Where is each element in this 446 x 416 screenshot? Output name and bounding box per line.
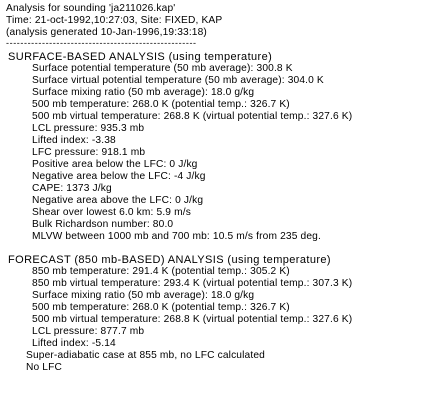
forecast-section-title: FORECAST (850 mb-BASED) ANALYSIS (using temperature) xyxy=(8,254,331,266)
surface-item-lifted-index: Lifted index: -3.38 xyxy=(32,135,116,146)
surface-item-bulk-richardson: Bulk Richardson number: 80.0 xyxy=(32,219,174,230)
surface-item-positive-area-below-lfc: Positive area below the LFC: 0 J/kg xyxy=(32,159,198,170)
report-generated: (analysis generated 10-Jan-1996,19:33:18) xyxy=(6,27,207,38)
forecast-item-850mb-virtual-temp: 850 mb virtual temperature: 293.4 K (virtual potential temp.: 307.3 K) xyxy=(32,278,353,289)
surface-item-cape: CAPE: 1373 J/kg xyxy=(32,183,112,194)
section-spacer xyxy=(6,243,442,254)
surface-item-lfc-pressure: LFC pressure: 918.1 mb xyxy=(32,147,146,158)
sounding-analysis-report xyxy=(6,3,442,374)
forecast-note-super-adiabatic: Super-adiabatic case at 855 mb, no LFC calculated xyxy=(26,350,265,361)
header-separator: ----------------------------------------------------- xyxy=(6,39,197,47)
forecast-item-500mb-temp: 500 mb temperature: 268.0 K (potential temp.: 326.7 K) xyxy=(32,302,290,313)
surface-item-virtual-potential-temp: Surface virtual potential temperature (50 mb average): 304.0 K xyxy=(32,75,324,86)
surface-section-title: SURFACE-BASED ANALYSIS (using temperature) xyxy=(8,51,273,63)
surface-item-mixing-ratio: Surface mixing ratio (50 mb average): 18.0 g/kg xyxy=(32,87,255,98)
surface-item-potential-temp: Surface potential temperature (50 mb average): 300.8 K xyxy=(32,63,293,74)
report-title: Analysis for sounding 'ja211026.kap' xyxy=(6,3,176,14)
forecast-note-no-lfc: No LFC xyxy=(26,362,62,373)
forecast-item-lifted-index: Lifted index: -5.14 xyxy=(32,338,116,349)
forecast-item-850mb-temp: 850 mb temperature: 291.4 K (potential temp.: 305.2 K) xyxy=(32,266,290,277)
surface-item-500mb-virtual-temp: 500 mb virtual temperature: 268.8 K (virtual potential temp.: 327.6 K) xyxy=(32,111,353,122)
forecast-item-500mb-virtual-temp: 500 mb virtual temperature: 268.8 K (virtual potential temp.: 327.6 K) xyxy=(32,314,353,325)
surface-section-items xyxy=(6,63,442,243)
forecast-section-items xyxy=(6,266,442,374)
surface-item-negative-area-above-lfc: Negative area above the LFC: 0 J/kg xyxy=(32,195,204,206)
forecast-item-mixing-ratio: Surface mixing ratio (50 mb average): 18.0 g/kg xyxy=(32,290,255,301)
surface-item-negative-area-below-lfc: Negative area below the LFC: -4 J/kg xyxy=(32,171,206,182)
report-time-site: Time: 21-oct-1992,10:27:03, Site: FIXED, KAP xyxy=(6,15,223,26)
surface-item-shear: Shear over lowest 6.0 km: 5.9 m/s xyxy=(32,207,191,218)
surface-item-lcl-pressure: LCL pressure: 935.3 mb xyxy=(32,123,145,134)
forecast-item-lcl-pressure: LCL pressure: 877.7 mb xyxy=(32,326,145,337)
surface-item-mlvw: MLVW between 1000 mb and 700 mb: 10.5 m/s from 235 deg. xyxy=(32,231,321,242)
surface-item-500mb-temp: 500 mb temperature: 268.0 K (potential temp.: 326.7 K) xyxy=(32,99,290,110)
